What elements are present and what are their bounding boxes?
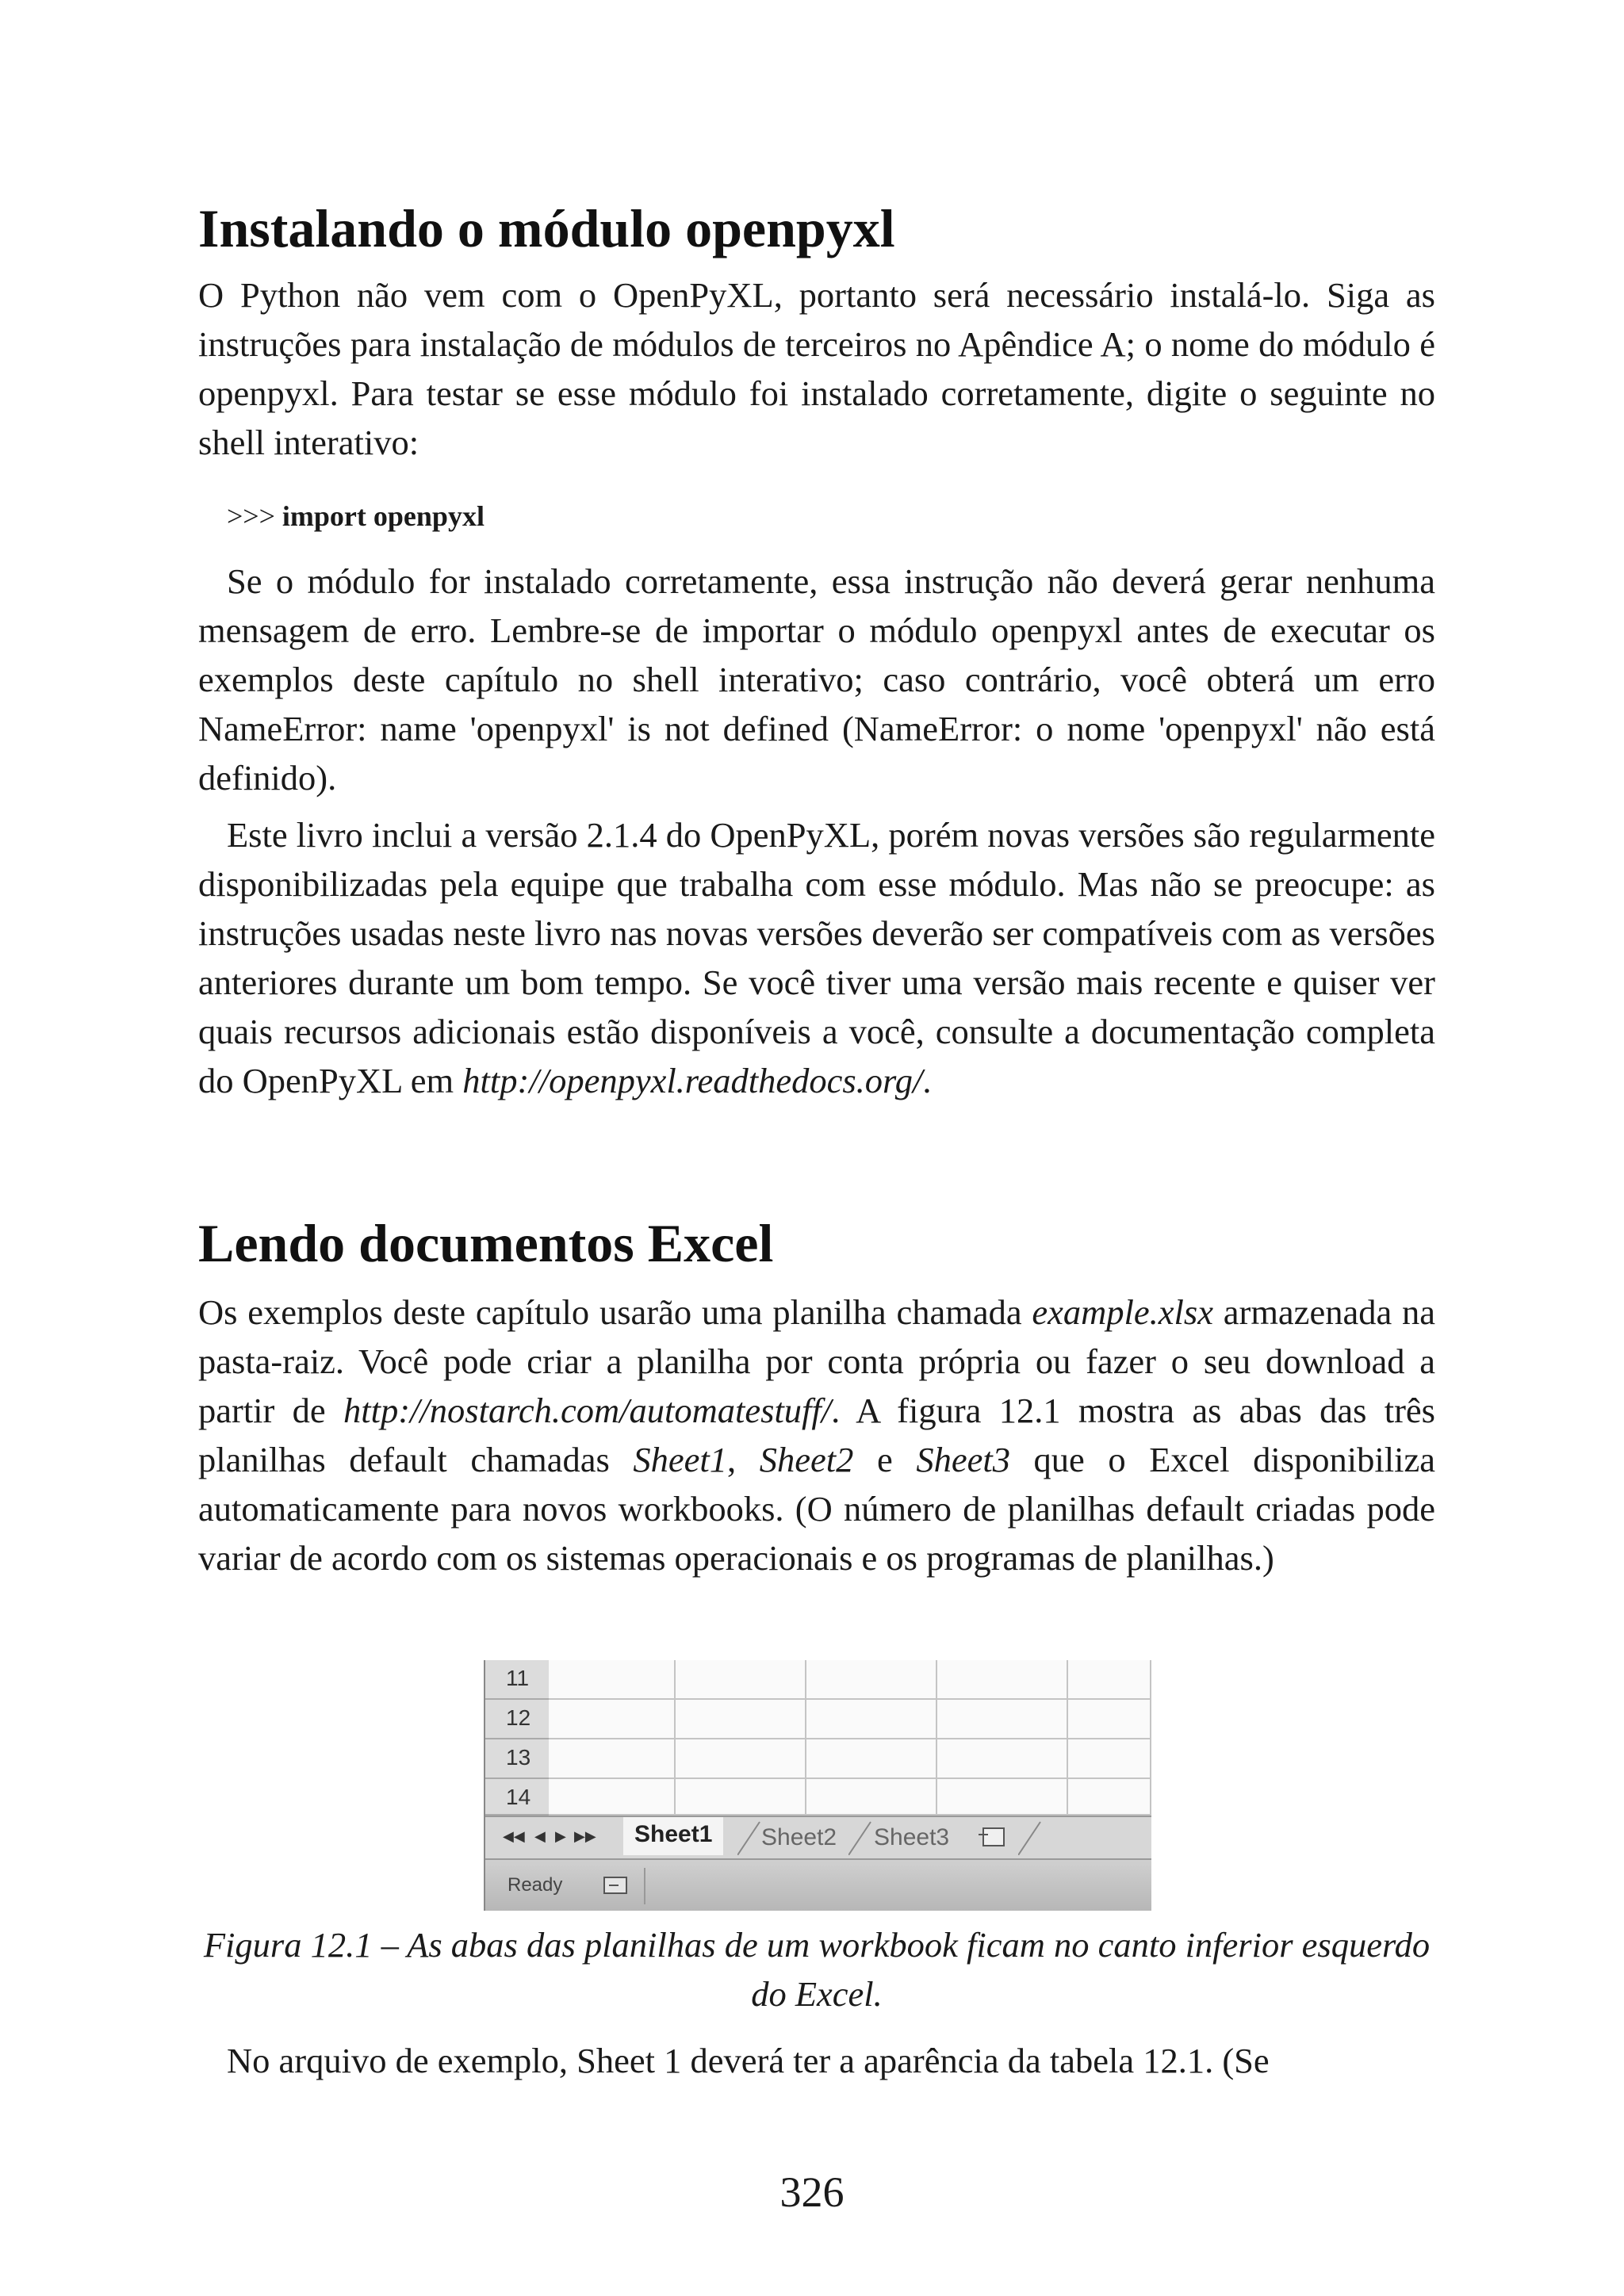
cell[interactable] [549, 1660, 676, 1700]
paragraph-example-file: No arquivo de exemplo, Sheet 1 deverá ter a aparência da tabela 12.1. (Se [227, 2041, 1270, 2080]
cell[interactable] [806, 1700, 937, 1739]
cell-grid [549, 1660, 1151, 1816]
cell[interactable] [806, 1660, 937, 1700]
docs-link[interactable]: http://openpyxl.readthedocs.org/ [462, 1061, 923, 1100]
cell[interactable] [676, 1660, 806, 1700]
paragraph-version [198, 810, 1435, 1105]
code-prompt: >>> [227, 500, 282, 532]
paragraph-version-text: Este livro inclui a versão 2.1.4 do OpenPyXL, porém novas versões são regularmente disponibilizadas pela equipe que trabalha com esse módulo. Mas não se preocupe: as instruções usadas neste livro nas novas versões deverão ser compatíveis com as versões anteriores durante um bom tempo. Se você tiver uma versão mais recente e quiser ver quais recursos adicionais estão disponíveis a você, consulte a documentação completa do OpenPyXL em [198, 815, 1435, 1100]
cell[interactable] [937, 1779, 1068, 1816]
insert-sheet-icon[interactable] [977, 1823, 1015, 1852]
sheet-name-3: Sheet3 [916, 1440, 1010, 1479]
cell[interactable] [937, 1739, 1068, 1779]
cell[interactable] [1068, 1739, 1151, 1779]
paragraph-version-end: . [922, 1061, 932, 1100]
cell[interactable] [806, 1739, 937, 1779]
cell[interactable] [549, 1779, 676, 1816]
code-line [227, 496, 485, 536]
section-title-reading: Lendo documentos Excel [198, 1213, 774, 1273]
text-run: e [853, 1440, 917, 1479]
row-header-13: 13 [485, 1739, 549, 1779]
paragraph-install-check: Se o módulo for instalado corretamente, essa instrução não deverá gerar nenhuma mensagem de erro. Lembre-se de importar o módulo openpyxl antes de executar os exemplos deste capítulo no shell interativo; caso contrário, você obterá um erro NameError: name 'openpyxl' is not defined (NameError: o nome 'openpyxl' não está definido). [198, 561, 1435, 798]
cell[interactable] [676, 1739, 806, 1779]
cell[interactable] [1068, 1700, 1151, 1739]
cell[interactable] [676, 1700, 806, 1739]
cell[interactable] [549, 1739, 676, 1779]
first-sheet-icon[interactable]: ◀◀ [503, 1828, 525, 1845]
status-divider [644, 1868, 645, 1904]
sheet-name-1: Sheet1 [633, 1440, 728, 1479]
row-header-14: 14 [485, 1779, 549, 1816]
tab-sheet2[interactable]: Sheet2 [761, 1824, 837, 1850]
tab-separator [737, 1820, 763, 1855]
paragraph-install-intro: O Python não vem com o OpenPyXL, portanto será necessário instalá-lo. Siga as instruções para instalação de módulos de terceiros no Apêndice A; o nome do módulo é openpyxl. Para testar se esse módulo foi instalado corretamente, digite o seguinte no shell interativo: [198, 275, 1435, 462]
text-run: que o Excel disponibiliza automaticamente para novos workbooks. (O número de planilhas default criadas pode variar de acordo com os sistemas operacionais e os programas de planilhas.) [198, 1440, 1435, 1578]
download-link[interactable]: http://nostarch.com/automatestuff/ [343, 1391, 832, 1430]
sheet-name-2: Sheet2 [759, 1440, 854, 1479]
paragraph-reading-intro [198, 1288, 1435, 1582]
sheet-tab-bar [485, 1816, 1151, 1858]
row-header-12: 12 [485, 1700, 549, 1739]
row-header-11: 11 [485, 1660, 549, 1700]
tab-sheet3[interactable]: Sheet3 [874, 1824, 950, 1850]
tab-separator [1018, 1820, 1044, 1855]
cell[interactable] [937, 1700, 1068, 1739]
cell[interactable] [937, 1660, 1068, 1700]
text-run: . A figura 12.1 mostra as abas das três planilhas default chamadas [198, 1391, 1435, 1479]
next-sheet-icon[interactable]: ▶ [555, 1828, 566, 1845]
cell[interactable] [549, 1700, 676, 1739]
figure-caption: Figura 12.1 – As abas das planilhas de um workbook ficam no canto inferior esquerdo do Excel. [203, 1925, 1431, 2014]
tab-sheet1[interactable]: Sheet1 [623, 1817, 723, 1855]
tab-separator [848, 1820, 874, 1855]
prev-sheet-icon[interactable]: ◀ [534, 1828, 546, 1845]
last-sheet-icon[interactable]: ▶▶ [574, 1828, 596, 1845]
cell[interactable] [1068, 1660, 1151, 1700]
page-number: 326 [779, 2168, 845, 2216]
section-title-installing: Instalando o módulo openpyxl [198, 198, 895, 258]
cell[interactable] [676, 1779, 806, 1816]
code-command: import openpyxl [282, 500, 485, 532]
figure-excel-sheet-tabs [484, 1660, 1151, 1911]
text-run: , [727, 1440, 760, 1479]
filename-example: example.xlsx [1032, 1292, 1213, 1332]
cell[interactable] [806, 1779, 937, 1816]
status-bar [485, 1858, 1151, 1911]
text-run: armazenada na pasta-raiz. Você pode criar a planilha por conta própria ou fazer o seu download a partir de [198, 1292, 1435, 1430]
macro-record-icon[interactable] [601, 1873, 633, 1898]
status-ready: Ready [508, 1874, 563, 1896]
text-run: Os exemplos deste capítulo usarão uma planilha chamada [198, 1292, 1032, 1332]
cell[interactable] [1068, 1779, 1151, 1816]
